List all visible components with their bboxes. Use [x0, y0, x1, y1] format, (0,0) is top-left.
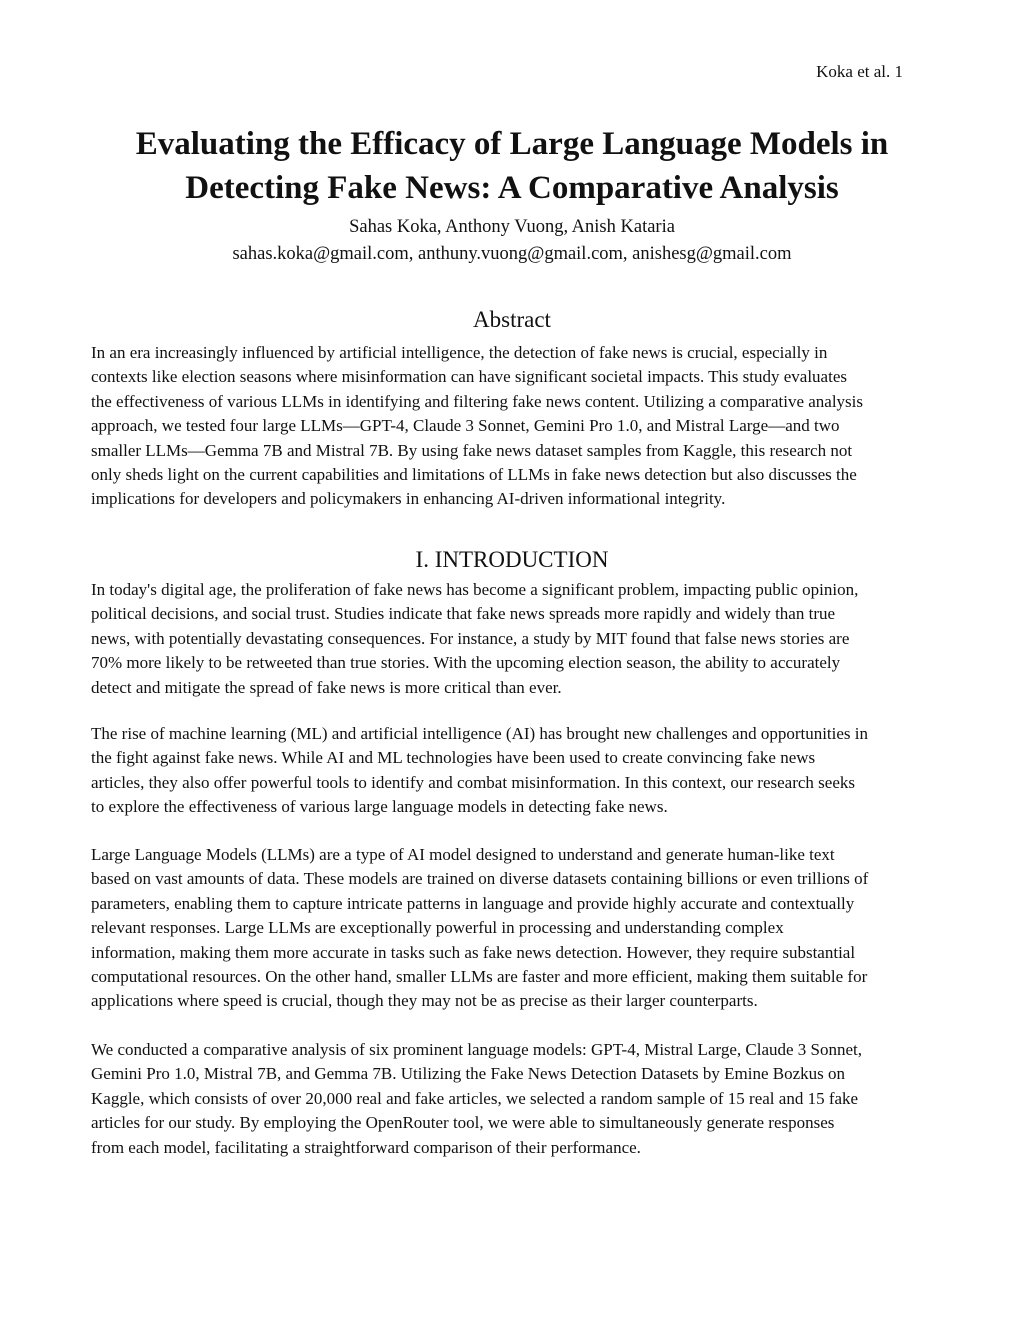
author-emails: sahas.koka@gmail.com, anthuny.vuong@gmail.com, anishesg@gmail.com [232, 244, 792, 264]
text-line: approach, we tested four large LLMs—GPT-4, Claude 3 Sonnet, Gemini Pro 1.0, and Mistral Large—and two [91, 416, 840, 436]
text-line: the effectiveness of various LLMs in identifying and filtering fake news content. Utilizing a comparative analysis [91, 391, 864, 411]
text-line: articles for our study. By employing the OpenRouter tool, we were able to simultaneously generate responses [91, 1113, 835, 1133]
text-line: Large Language Models (LLMs) are a type of AI model designed to understand and generate human-like text [91, 845, 835, 864]
text-line: implications for developers and policymakers in enhancing AI-driven informational integrity. [91, 489, 726, 509]
text-line: based on vast amounts of data. These models are trained on diverse datasets containing billions or even trillions of [91, 869, 869, 889]
text-line: In today's digital age, the proliferation of fake news has become a significant problem, impacting public opinion, [91, 580, 859, 599]
author-list: Sahas Koka, Anthony Vuong, Anish Kataria [349, 217, 675, 237]
text-line: 70% more likely to be retweeted than true stories. With the upcoming election season, the ability to accurately [91, 653, 841, 673]
text-line: political decisions, and social trust. Studies indicate that fake news spreads more rapidly and widely than true [91, 604, 836, 624]
text-line: Kaggle, which consists of over 20,000 real and fake articles, we selected a random sample of 15 real and 15 fake [91, 1088, 859, 1108]
text-line: only sheds light on the current capabilities and limitations of LLMs in fake news detection but also discusses the [91, 465, 857, 485]
text-line: detect and mitigate the spread of fake news is more critical than ever. [91, 677, 562, 697]
abstract-paragraph [91, 341, 941, 512]
introduction-heading: I. INTRODUCTION [415, 547, 609, 572]
introduction-paragraph-2 [91, 722, 941, 820]
introduction-paragraph-1 [91, 578, 941, 700]
text-line: information, making them more accurate in tasks such as fake news detection. However, they require substantial [91, 942, 856, 962]
text-line: The rise of machine learning (ML) and artificial intelligence (AI) has brought new challenges and opportunities in [91, 724, 869, 743]
paper-title-line: Evaluating the Efficacy of Large Language Models in [135, 126, 889, 162]
text-line: Gemini Pro 1.0, Mistral 7B, and Gemma 7B. Utilizing the Fake News Detection Datasets by Emine Bozkus on [91, 1064, 846, 1084]
introduction-paragraph-4 [91, 1038, 941, 1160]
text-line: applications where speed is crucial, though they may not be as precise as their larger counterparts. [91, 991, 758, 1011]
paper-title-line: Detecting Fake News: A Comparative Analysis [185, 170, 839, 206]
text-line: parameters, enabling them to capture intricate patterns in language and provide highly accurate and contextually [91, 893, 855, 913]
text-line: computational resources. On the other hand, smaller LLMs are faster and more efficient, making them suitable for [91, 967, 868, 987]
text-line: the fight against fake news. While AI and ML technologies have been used to create convincing fake news [91, 748, 816, 768]
text-line: In an era increasingly influenced by artificial intelligence, the detection of fake news is crucial, especially in [91, 343, 828, 362]
text-line: articles, they also offer powerful tools to identify and combat misinformation. In this context, our research seeks [91, 772, 856, 792]
paper-title [80, 122, 944, 210]
text-line: smaller LLMs—Gemma 7B and Mistral 7B. By using fake news dataset samples from Kaggle, this research not [91, 440, 853, 460]
abstract-heading: Abstract [473, 307, 551, 332]
text-line: We conducted a comparative analysis of six prominent language models: GPT-4, Mistral Large, Claude 3 Sonnet, [91, 1040, 863, 1059]
running-header: Koka et al. 1 [816, 62, 903, 81]
introduction-paragraph-3 [91, 843, 941, 1014]
text-line: contexts like election seasons where misinformation can have significant societal impacts. This study evaluates [91, 367, 847, 387]
text-line: relevant responses. Large LLMs are exceptionally powerful in processing and understanding complex [91, 918, 784, 938]
text-line: from each model, facilitating a straightforward comparison of their performance. [91, 1137, 641, 1157]
text-line: to explore the effectiveness of various large language models in detecting fake news. [91, 797, 668, 817]
text-line: news, with potentially devastating consequences. For instance, a study by MIT found that false news stories are [91, 628, 850, 648]
